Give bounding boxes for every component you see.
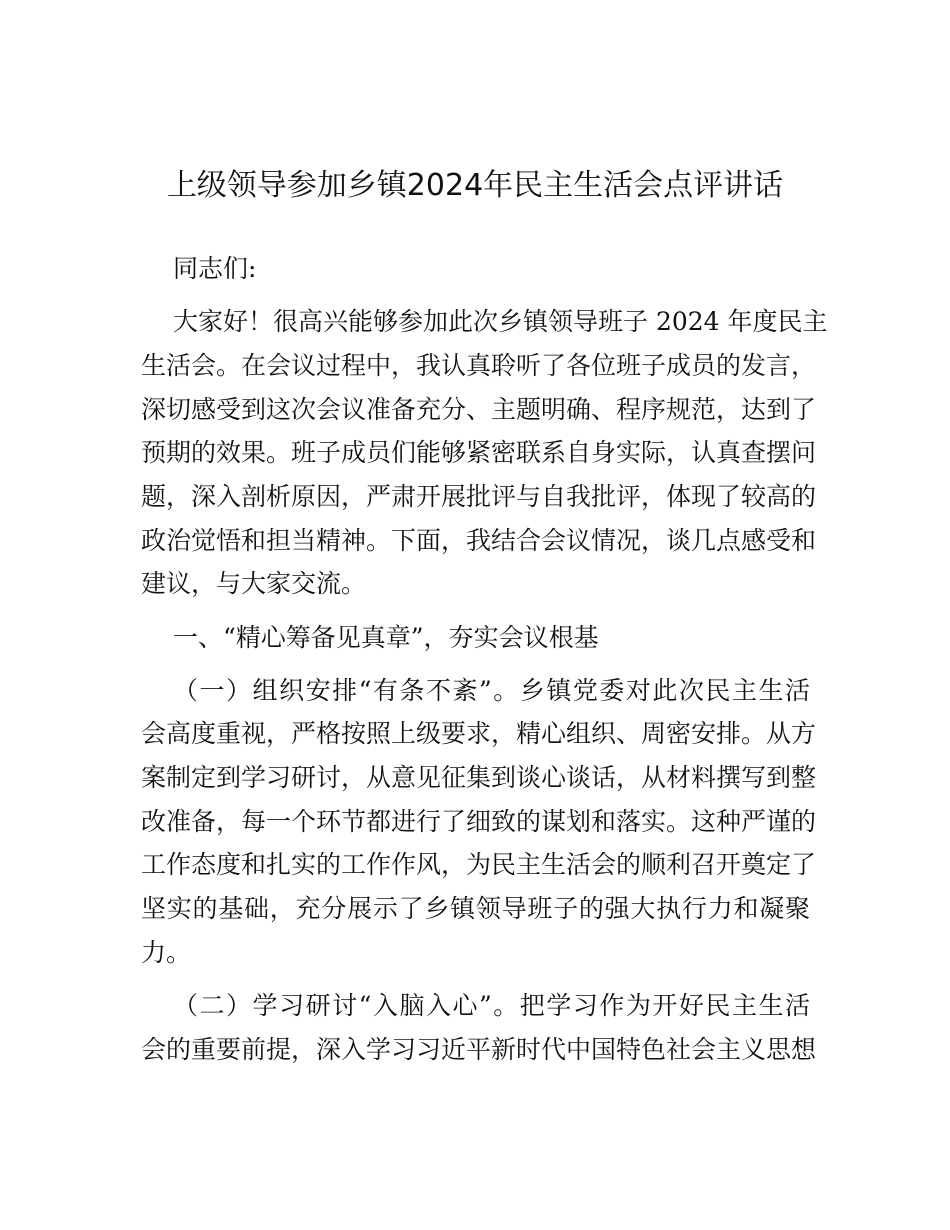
text-line: （一）组织安排“有条不紊”。乡镇党委对此次民主生活: [173, 675, 810, 705]
text-line: 深切感受到这次会议准备充分、主题明确、程序规范，达到了: [141, 394, 817, 424]
text-line: 政治觉悟和担当精神。下面，我结合会议情况，谈几点感受和: [141, 525, 817, 555]
text-line: 改准备，每一个环节都进行了细致的谋划和落实。这种严谨的: [141, 806, 817, 836]
text-line: 同志们:: [173, 254, 257, 283]
document-title: 上级领导参加乡镇2024年民主生活会点评讲话: [166, 168, 784, 203]
text-line: （二）学习研讨“入脑入心”。把学习作为开好民主生活: [173, 991, 810, 1020]
text-line: 预期的效果。班子成员们能够紧密联系自身实际，认真查摆问: [141, 438, 817, 468]
section-heading: [141, 616, 810, 660]
text-line: 生活会。在会议过程中，我认真聆听了各位班子成员的发言，: [141, 350, 817, 380]
text-line: 会的重要前提，深入学习习近平新时代中国特色社会主义思想: [141, 1034, 817, 1064]
text-line: 力。: [141, 937, 192, 967]
paragraph: [141, 669, 817, 975]
text-line: 建议，与大家交流。: [141, 569, 367, 599]
text-line: 案制定到学习研讨，从意见征集到谈心谈话，从材料撰写到整: [141, 763, 817, 793]
paragraph: [141, 300, 828, 606]
paragraph: [141, 984, 817, 1071]
text-line: 大家好！很高兴能够参加此次乡镇领导班子 2024 年度民主: [173, 307, 828, 337]
document-body: [141, 247, 828, 1081]
salutation: [141, 247, 810, 291]
text-line: 工作态度和扎实的工作作风，为民主生活会的顺利召开奠定了: [141, 850, 817, 880]
text-line: 会高度重视，严格按照上级要求，精心组织、周密安排。从方: [141, 719, 817, 749]
text-line: 坚实的基础，充分展示了乡镇领导班子的强大执行力和凝聚: [141, 894, 810, 924]
text-line: 题，深入剖析原因，严肃开展批评与自我批评，体现了较高的: [141, 481, 817, 511]
text-line: 一、“精心筹备见真章”，夯实会议根基: [173, 622, 599, 652]
